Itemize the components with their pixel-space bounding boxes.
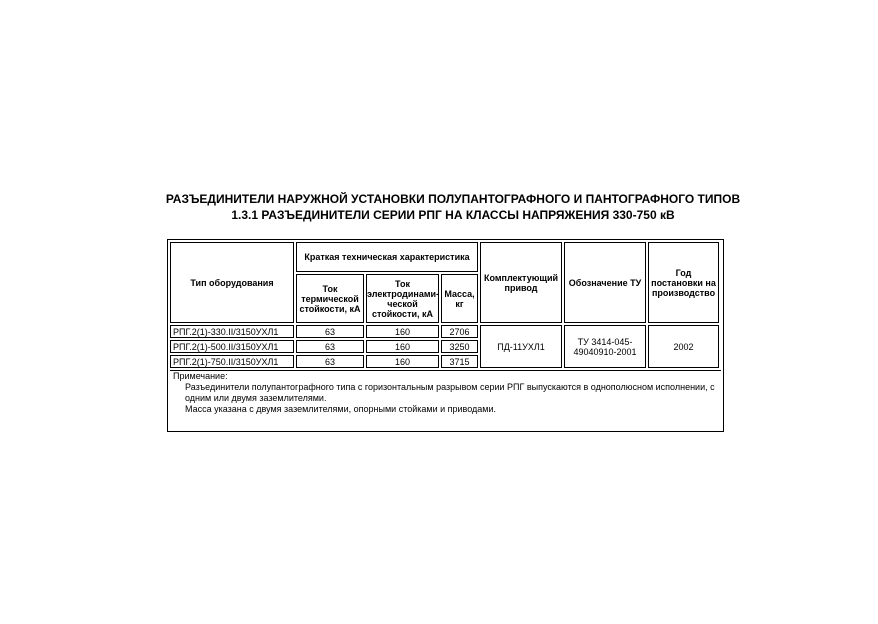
- cell-type: РПГ.2(1)-330.II/3150УХЛ1: [170, 325, 294, 338]
- section-title: 1.3.1 РАЗЪЕДИНИТЕЛИ СЕРИИ РПГ НА КЛАССЫ НАПРЯЖЕНИЯ 330-750 кВ: [231, 208, 675, 222]
- cell-tu: ТУ 3414-045-49040910-2001: [564, 325, 646, 368]
- spec-table: [168, 240, 721, 370]
- header-equipment-type: Тип оборудования: [170, 242, 294, 323]
- cell-dynamic: 160: [366, 325, 439, 338]
- note-line: Разъединители полупантографного типа с горизонтальным разрывом серии РПГ выпускаются в однополюсном исполнении, с одним или двумя заземлителями.: [185, 382, 715, 403]
- header-year: Год постановки на производство: [648, 242, 719, 323]
- header-tu: Обозначение ТУ: [564, 242, 646, 323]
- cell-drive: ПД-11УХЛ1: [480, 325, 562, 368]
- notes-heading: Примечание:: [173, 371, 228, 381]
- cell-thermal: 63: [296, 325, 364, 338]
- cell-year: 2002: [648, 325, 719, 368]
- spec-table-frame: [167, 239, 724, 432]
- cell-dynamic: 160: [366, 355, 439, 368]
- cell-type: РПГ.2(1)-500.II/3150УХЛ1: [170, 340, 294, 353]
- header-drive: Комплектующий привод: [480, 242, 562, 323]
- header-mass: Масса, кг: [441, 274, 478, 323]
- cell-mass: 3715: [441, 355, 478, 368]
- page-title: РАЗЪЕДИНИТЕЛИ НАРУЖНОЙ УСТАНОВКИ ПОЛУПАНТОГРАФНОГО И ПАНТОГРАФНОГО ТИПОВ: [165, 192, 741, 206]
- page-title-block: [0, 191, 878, 223]
- header-tech-spec: Краткая техническая характеристика: [296, 242, 478, 272]
- cell-mass: 3250: [441, 340, 478, 353]
- cell-type: РПГ.2(1)-750.II/3150УХЛ1: [170, 355, 294, 368]
- cell-thermal: 63: [296, 340, 364, 353]
- table-row: [170, 325, 719, 338]
- header-dynamic-current: Ток электродинами-ческой стойкости, кА: [366, 274, 439, 323]
- cell-mass: 2706: [441, 325, 478, 338]
- cell-dynamic: 160: [366, 340, 439, 353]
- header-thermal-current: Ток термической стойкости, кА: [296, 274, 364, 323]
- note-line: Масса указана с двумя заземлителями, опорными стойками и приводами.: [185, 404, 496, 414]
- cell-thermal: 63: [296, 355, 364, 368]
- notes-block: [170, 370, 721, 417]
